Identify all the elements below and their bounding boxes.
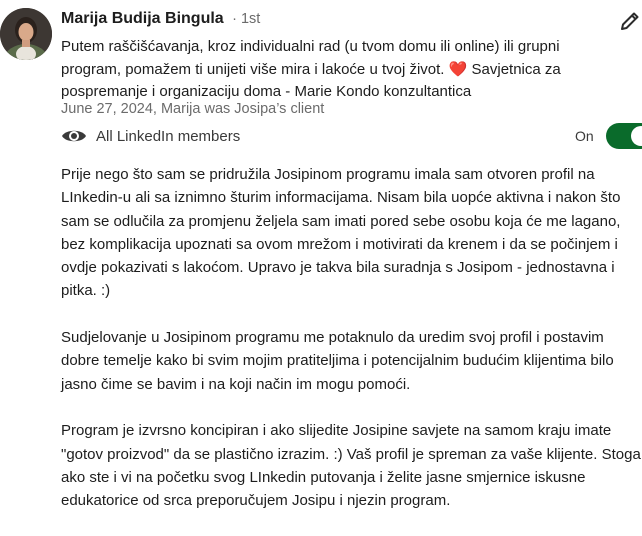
avatar[interactable] <box>0 8 52 60</box>
headline-text-continued: Savjetnica za pospremanje i organizaciju doma - Marie Kondo konzultantica <box>61 60 561 100</box>
reviewer-name[interactable]: Marija Budija Bingula <box>61 10 224 27</box>
toggle-knob[interactable] <box>631 126 642 146</box>
avatar-photo <box>0 8 52 60</box>
visibility-setting[interactable] <box>61 125 240 147</box>
recommendation-paragraph: Sudjelovanje u Josipinom programu me potaknulo da uredim svoj profil i postavim dobre temelje kako bi svim mojim pratiteljima i potencijalnim budućim klijentima bilo jasno čime se bavim i na koji način im mogu pomoći. <box>61 329 614 393</box>
visibility-label: All LinkedIn members <box>96 127 241 145</box>
show-on-profile-toggle[interactable] <box>606 123 642 149</box>
toggle-state-label: On <box>575 128 594 144</box>
heart-icon: ❤️ <box>448 60 468 78</box>
recommendation-paragraph: Prije nego što sam se pridružila Josipinom programu imala sam otvoren profil na LInkedin-u ali sa iznimno šturim informacijama. Nisam bila uopće aktivna i nakon što sam se odlučila za promjenu željela sam imati pored sebe osobu koja će me lagano, bez komplikacija upoznati sa ovom mrežom i motivirati da krenem i da se počinjem i ovdje pokazivati s lakoćom. Upravo je takva bila suradnja s Josipom - jednostavna i pitka. :) <box>61 166 621 300</box>
eye-icon <box>61 127 87 145</box>
recommendation-paragraph: Program je izvrsno koncipiran i ako slijedite Josipine savjete na samom kraju imate "gotov proizvod" da se plastično izrazim. :) Vaš profil je spreman za vaše klijente. Stoga ako ste i vi na početku svog LInkedin putovanja i želite jasne smjernice iskusne edukatorice od srca preporučujem Josipu i njezin program. <box>61 422 641 510</box>
reviewer-header <box>61 10 602 34</box>
recommendation-meta: June 27, 2024, Marija was Josipa’s client <box>61 101 325 117</box>
connection-degree: · 1st <box>232 11 261 27</box>
show-on-profile-toggle-group <box>575 122 642 150</box>
recommendation-text <box>61 163 641 536</box>
reviewer-headline <box>61 36 621 104</box>
pencil-icon[interactable] <box>618 9 642 33</box>
headline-text: Putem raščišćavanja, kroz individualni rad (u tvom domu ili online) ili grupni program, pomažem ti unijeti više mira i lakoće u tvoj život. <box>61 38 560 78</box>
